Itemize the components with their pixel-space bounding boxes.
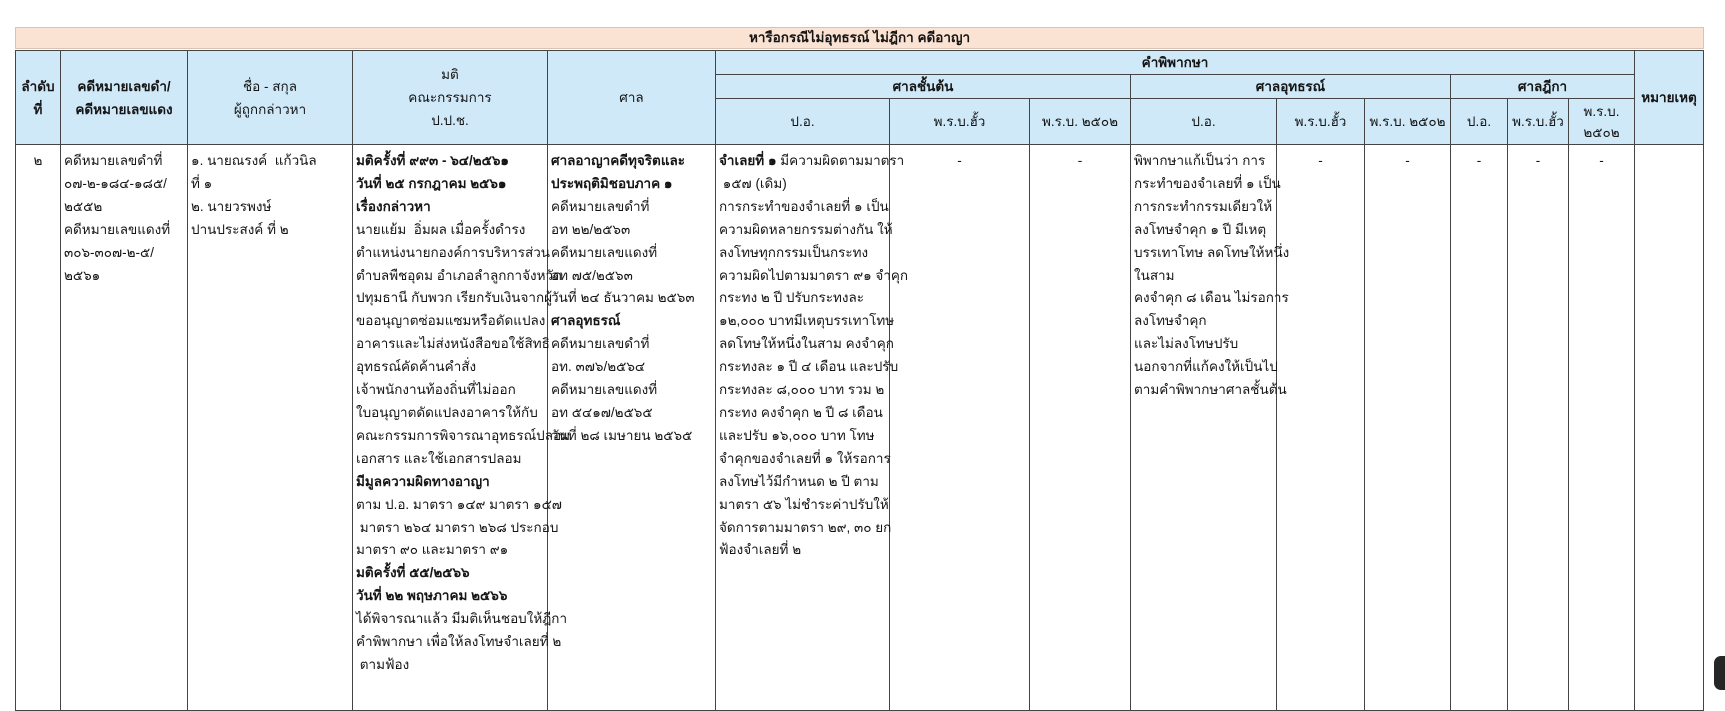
header-remarks xyxy=(1635,51,1704,145)
resolution-line: อาคารและไม่ส่งหนังสือขอใช้สิทธิ xyxy=(356,336,550,352)
header-case-number xyxy=(61,51,188,145)
resolution-line: วันที่ ๒๕ กรกฎาคม ๒๕๖๑ xyxy=(356,175,507,191)
header-accused-line: ชื่อ - สกุล xyxy=(243,78,297,94)
first-instance-judgment-line: จัดการตามมาตรา ๒๙, ๓๐ ยก xyxy=(719,519,892,535)
first-instance-judgment-line: ๑๒,๐๐๐ บาทมีเหตุบรรเทาโทษ xyxy=(719,313,895,329)
case-table xyxy=(15,50,1704,711)
appeal-judgment-line: การกระทำกรรมเดียวให้ xyxy=(1134,198,1273,214)
table-row xyxy=(16,145,1704,711)
appeal-judgment-line: พิพากษาแก้เป็นว่า การ xyxy=(1134,153,1266,168)
cell-first-instance-penal-code xyxy=(716,145,909,711)
first-instance-judgment-line: มาตรา ๕๖ ไม่ชำระค่าปรับให้ xyxy=(719,496,889,512)
empty-dash: - xyxy=(957,153,962,168)
case-number-line: ๐๗-๒-๑๘๔-๑๘๕/ xyxy=(64,175,167,191)
cell-first-instance-act-2502 xyxy=(1030,145,1131,711)
cell-supreme-penal-code xyxy=(1451,145,1508,711)
cell-supreme-act-2502 xyxy=(1569,145,1635,711)
appeal-judgment-line: บรรเทาโทษ ลดโทษให้หนึ่ง xyxy=(1134,244,1290,260)
resolution-line: คณะกรรมการพิจารณาอุทธรณ์ปลอม xyxy=(356,427,571,443)
court-line: คดีหมายเลขแดงที่ xyxy=(551,382,658,398)
header-order-line: ที่ xyxy=(33,101,43,117)
court-line: อท. ๓๗๖/๒๕๖๔ xyxy=(551,359,646,375)
header-court xyxy=(548,51,716,145)
court-line: คดีหมายเลขดำที่ xyxy=(551,336,650,352)
first-instance-judgment-line: กระทงละ ๑ ปี ๔ เดือน และปรับ xyxy=(719,359,899,375)
cell-resolution xyxy=(353,145,571,711)
appeal-judgment-line: นอกจากที่แก้คงให้เป็นไป xyxy=(1134,359,1278,375)
appeal-judgment-line: กระทำของจำเลยที่ ๑ เป็น xyxy=(1134,175,1281,191)
cell-appeal-act-2502 xyxy=(1365,145,1451,711)
case-number-line: ๓๐๖-๓๐๗-๒-๕/ xyxy=(64,244,155,260)
resolution-line: คำพิพากษา เพื่อให้ลงโทษจำเลยที่ ๒ xyxy=(356,634,562,650)
header-appeal-penal-code: ป.อ. xyxy=(1131,99,1277,145)
appeal-judgment-line: ลงโทษจำคุก ๑ ปี มีเหตุ xyxy=(1134,221,1267,237)
cell-accused xyxy=(188,145,353,711)
header-supreme-penal-code: ป.อ. xyxy=(1451,99,1508,145)
court-line: วันที่ ๒๘ เมษายน ๒๕๖๕ xyxy=(551,427,693,443)
header-resolution-line: คณะกรรมการ xyxy=(408,90,492,105)
first-instance-judgment-line xyxy=(719,150,905,173)
appeal-judgment-line: ตามคำพิพากษาศาลชั้นต้น xyxy=(1134,382,1287,398)
cell-order xyxy=(16,145,61,711)
appeal-judgment-line: และไม่ลงโทษปรับ xyxy=(1134,336,1239,352)
empty-dash: - xyxy=(1599,153,1604,168)
header-appeal-collusion-act: พ.ร.บ.ฮั้ว xyxy=(1277,99,1365,145)
resolution-line: ตำแหน่งนายกองค์การบริหารส่วน xyxy=(356,244,550,260)
cell-case-number xyxy=(61,145,188,711)
first-instance-judgment-line: กระทงละ ๘,๐๐๐ บาท รวม ๒ xyxy=(719,382,885,398)
court-line: ศาลอุทธรณ์ xyxy=(551,313,621,329)
resolution-line: ตำบลพืชอุดม อำเภอลำลูกกาจังหวัด xyxy=(356,267,562,283)
court-line: อท ๗๕/๒๕๖๓ xyxy=(551,267,633,283)
accused-line: ๒. นายวรพงษ์ xyxy=(191,198,272,214)
case-number-line: คดีหมายเลขแดงที่ xyxy=(64,221,171,237)
resolution-line: ตาม ป.อ. มาตรา ๑๔๙ มาตรา ๑๕๗ xyxy=(356,496,562,512)
resolution-line: ปทุมธานี กับพวก เรียกรับเงินจากผู้ xyxy=(356,290,553,306)
first-instance-judgment-line: และปรับ ๑๖,๐๐๐ บาท โทษ xyxy=(719,427,875,443)
cell-supreme-collusion-act xyxy=(1508,145,1569,711)
header-supreme-act-2502: พ.ร.บ. ๒๕๐๒ xyxy=(1569,99,1635,145)
court-line: วันที่ ๒๔ ธันวาคม ๒๕๖๓ xyxy=(551,290,695,306)
resolution-line: ได้พิจารณาแล้ว มีมติเห็นชอบให้ฎีกา xyxy=(356,611,568,627)
court-line: คดีหมายเลขดำที่ xyxy=(551,198,650,214)
first-instance-judgment-line-segment: จำเลยที่ ๑ xyxy=(719,153,777,168)
first-instance-judgment-line: ลงโทษทุกกรรมเป็นกระทง xyxy=(719,244,869,260)
accused-line: ที่ ๑ xyxy=(191,175,213,191)
resolution-line: เจ้าพนักงานท้องถิ่นที่ไม่ออก xyxy=(356,382,516,398)
header-order-line: ลำดับ xyxy=(21,78,55,94)
first-instance-judgment-line: ความผิดไปตามมาตรา ๙๑ จำคุก xyxy=(719,267,909,283)
resolution-line: มาตรา ๒๖๔ มาตรา ๒๖๘ ประกอบ xyxy=(356,519,559,535)
resolution-line: ตามฟ้อง xyxy=(356,656,410,672)
header-red-case-label: คดีหมายเลขแดง xyxy=(75,101,173,117)
cell-first-instance-collusion-act xyxy=(890,145,1030,711)
empty-dash: - xyxy=(1077,153,1083,168)
cell-appeal-collusion-act xyxy=(1277,145,1365,711)
first-instance-judgment-line: ๑๕๗ (เดิม) xyxy=(719,175,787,191)
empty-dash: - xyxy=(1476,153,1482,168)
table-viewport[interactable] xyxy=(15,50,1705,690)
header-resolution-line: ป.ป.ช. xyxy=(431,113,469,128)
court-line: อท ๕๔๑๗/๒๕๖๕ xyxy=(551,404,653,420)
header-accused xyxy=(188,51,353,145)
floating-button-edge[interactable] xyxy=(1714,656,1725,690)
header-accused-line: ผู้ถูกกล่าวหา xyxy=(233,101,307,117)
resolution-line: มีมูลความผิดทางอาญา xyxy=(356,473,490,489)
resolution-line: วันที่ ๒๒ พฤษภาคม ๒๕๖๖ xyxy=(356,588,508,604)
cell-court xyxy=(548,145,716,711)
empty-dash: - xyxy=(1318,153,1323,168)
appeal-judgment-line: คงจำคุก ๘ เดือน ไม่รอการ xyxy=(1134,290,1289,306)
first-instance-judgment-line-segment: มีความผิดตามมาตรา xyxy=(776,153,905,168)
order-number: ๒ xyxy=(33,153,43,168)
first-instance-judgment-line: จำคุกของจำเลยที่ ๑ ให้รอการ xyxy=(719,450,891,466)
header-judgment xyxy=(716,51,1635,75)
header-judgment-label: คำพิพากษา xyxy=(1141,55,1209,70)
header-first-instance-court: ศาลชั้นต้น xyxy=(716,75,1131,99)
table-title: หารือกรณีไม่อุทธรณ์ ไม่ฎีกา คดีอาญา xyxy=(15,27,1704,49)
first-instance-judgment-line: ฟ้องจำเลยที่ ๒ xyxy=(719,542,802,558)
accused-line: ๑. นายณรงค์ แก้วนิล xyxy=(191,153,317,168)
first-instance-judgment-line: ลดโทษให้หนึ่งในสาม คงจำคุก xyxy=(719,336,894,352)
court-line: อท ๒๒/๒๕๖๓ xyxy=(551,221,631,237)
resolution-line: เอกสาร และใช้เอกสารปลอม xyxy=(356,450,522,466)
first-instance-judgment-line: ลงโทษไว้มีกำหนด ๒ ปี ตาม xyxy=(719,473,879,489)
header-remarks-label: หมายเหตุ xyxy=(1641,90,1697,105)
court-line: ประพฤติมิชอบภาค ๑ xyxy=(551,175,673,191)
header-black-case-label: คดีหมายเลขดำ/ xyxy=(77,78,171,94)
header-first-instance-penal-code: ป.อ. xyxy=(716,99,890,145)
resolution-line: มติครั้งที่ ๕๕/๒๕๖๖ xyxy=(356,565,470,581)
cell-remarks xyxy=(1635,145,1704,711)
court-line: คดีหมายเลขแดงที่ xyxy=(551,244,658,260)
header-supreme-court: ศาลฎีกา xyxy=(1451,75,1635,99)
resolution-line: ขออนุญาตซ่อมแซมหรือดัดแปลง xyxy=(356,313,546,329)
header-appeal-act-2502: พ.ร.บ. ๒๕๐๒ xyxy=(1365,99,1451,145)
appeal-judgment-line: ลงโทษจำคุก xyxy=(1134,313,1207,329)
header-first-instance-act-2502: พ.ร.บ. ๒๕๐๒ xyxy=(1030,99,1131,145)
court-line: ศาลอาญาคดีทุจริตและ xyxy=(551,153,686,168)
accused-line: ปานประสงค์ ที่ ๒ xyxy=(191,221,289,237)
appeal-judgment-line: ในสาม xyxy=(1134,267,1175,283)
first-instance-judgment-line: การกระทำของจำเลยที่ ๑ เป็น xyxy=(719,198,889,214)
header-order xyxy=(16,51,61,145)
first-instance-judgment-line: กระทง คงจำคุก ๒ ปี ๘ เดือน xyxy=(719,404,883,420)
header-resolution-line: มติ xyxy=(441,67,459,82)
cell-appeal-penal-code xyxy=(1131,145,1290,711)
header-supreme-collusion-act: พ.ร.บ.ฮั้ว xyxy=(1508,99,1569,145)
case-number-line: คดีหมายเลขดำที่ xyxy=(64,153,163,168)
resolution-line: มติครั้งที่ ๙๙๓ - ๖๔/๒๕๖๑ xyxy=(356,153,509,168)
resolution-line: เรื่องกล่าวหา xyxy=(356,198,431,214)
first-instance-judgment-line: กระทง ๒ ปี ปรับกระทงละ xyxy=(719,290,864,306)
resolution-line: ใบอนุญาตดัดแปลงอาคารให้กับ xyxy=(356,404,538,420)
header-court-label: ศาล xyxy=(619,90,644,105)
case-number-line: ๒๕๕๒ xyxy=(64,198,103,214)
first-instance-judgment-line: ความผิดหลายกรรมต่างกัน ให้ xyxy=(719,221,893,237)
case-number-line: ๒๕๖๑ xyxy=(64,267,101,283)
resolution-line: อุทธรณ์คัดค้านคำสั่ง xyxy=(356,359,477,375)
empty-dash: - xyxy=(1535,153,1541,168)
empty-dash: - xyxy=(1405,153,1410,168)
header-first-instance-collusion-act: พ.ร.บ.ฮั้ว xyxy=(890,99,1030,145)
resolution-line: นายแย้ม อิ่มผล เมื่อครั้งดำรง xyxy=(356,221,526,237)
header-appeal-court: ศาลอุทธรณ์ xyxy=(1131,75,1451,99)
header-resolution xyxy=(353,51,548,145)
resolution-line: มาตรา ๙๐ และมาตรา ๙๑ xyxy=(356,542,509,558)
